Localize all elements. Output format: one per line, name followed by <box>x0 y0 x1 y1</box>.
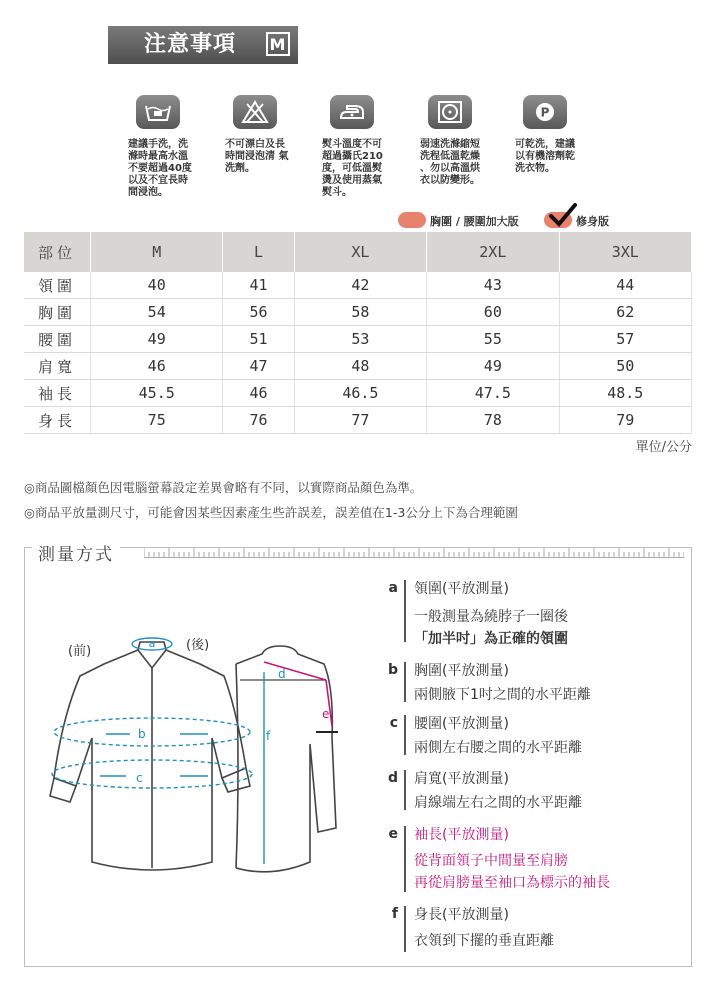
no-bleach-icon <box>233 95 277 129</box>
table-cell: 50 <box>559 353 691 380</box>
item-divider <box>404 770 406 810</box>
table-row <box>24 326 692 353</box>
care-badge: M <box>266 32 290 56</box>
back-shirt-drawing <box>236 646 336 872</box>
care-text-line: 洗劑。 <box>225 163 255 174</box>
size-table <box>24 232 692 434</box>
dry-clean-icon <box>523 95 567 129</box>
care-text-line: 滌時最高水溫 <box>128 151 188 162</box>
table-row <box>24 380 692 407</box>
table-cell: 79 <box>559 407 691 434</box>
table-cell: 48 <box>294 353 426 380</box>
table-cell: 48.5 <box>559 380 691 407</box>
table-cell: 42 <box>294 272 426 299</box>
care-text-line: 洗程低溫乾燥 <box>420 151 480 162</box>
table-cell: 57 <box>559 326 691 353</box>
item-line: 衣領到下擺的垂直距離 <box>414 933 554 949</box>
care-text-line: 洗衣物。 <box>515 163 555 174</box>
diagram-letter-f: f <box>266 729 271 743</box>
table-row-label: 領圍 <box>24 272 91 299</box>
care-text-line: 衣以防變形。 <box>420 175 480 186</box>
item-line: 「加半吋」為正確的領圍 <box>414 631 568 647</box>
table-cell: 75 <box>91 407 223 434</box>
diagram-letter-d: d <box>278 667 286 681</box>
table-header-cell: L <box>223 232 294 272</box>
table-cell: 49 <box>427 353 559 380</box>
care-title-text: 注意事項 <box>144 32 237 57</box>
table-cell: 54 <box>91 299 223 326</box>
care-text-line: 以及不宜長時 <box>128 175 188 186</box>
table-header-row <box>24 232 692 272</box>
care-text-line: 熨斗溫度不可 <box>322 139 382 150</box>
care-text-line: 熨斗。 <box>322 187 352 198</box>
table-cell: 40 <box>91 272 223 299</box>
item-divider <box>404 906 406 952</box>
table-header-cell: XL <box>294 232 426 272</box>
diagram-letter-e: e <box>322 707 330 721</box>
table-header-cell: M <box>91 232 223 272</box>
table-cell: 51 <box>223 326 294 353</box>
table-header-cell: 3XL <box>559 232 691 272</box>
table-row-label: 胸圍 <box>24 299 91 326</box>
care-text-line: 間浸泡。 <box>128 187 168 198</box>
item-title-waist: 腰圍(平放測量) <box>414 716 509 732</box>
care-title <box>108 26 298 64</box>
note-color: ◎商品圖檔顏色因電腦螢幕設定差異會略有不同，以實際商品顏色為準。 <box>24 480 423 495</box>
tumble-dry-icon <box>428 95 472 129</box>
note-tolerance: ◎商品平放量測尺寸，可能會因某些因素產生些許誤差，誤差值在1-3公分上下為合理範圍 <box>24 505 518 520</box>
care-item-hand-wash <box>128 95 233 199</box>
table-row-label: 身長 <box>24 407 91 434</box>
svg-text:P: P <box>540 105 550 120</box>
item-line: 兩側左右腰之間的水平距離 <box>414 740 582 756</box>
diagram-letter-b: b <box>138 727 146 741</box>
item-letter-b: b <box>387 662 398 678</box>
table-header-cell: 部位 <box>24 232 91 272</box>
item-title-chest: 胸圍(平放測量) <box>414 663 509 679</box>
item-title-neck: 領圍(平放測量) <box>414 581 509 597</box>
table-cell: 46.5 <box>294 380 426 407</box>
item-title-sleeve: 袖長(平放測量) <box>414 827 509 843</box>
care-text-line: 、勿以高溫烘 <box>420 163 480 174</box>
diagram-letter-a: a <box>148 637 156 650</box>
hand-wash-icon <box>136 95 180 129</box>
care-item-iron <box>322 95 427 199</box>
table-row <box>24 353 692 380</box>
ruler-decoration <box>144 548 684 558</box>
table-cell: 55 <box>427 326 559 353</box>
table-row <box>24 272 692 299</box>
item-divider <box>404 662 406 702</box>
measure-title: 測量方式 <box>32 540 120 565</box>
item-letter-a: a <box>388 580 398 596</box>
item-letter-e: e <box>388 826 398 842</box>
item-line: 一般測量為繞脖子一圈後 <box>414 609 568 625</box>
table-cell: 56 <box>223 299 294 326</box>
care-text-line: 不可漂白及長 <box>225 139 285 150</box>
checkmark-icon <box>548 202 578 232</box>
care-text-line: 可乾洗，建議 <box>515 139 575 150</box>
table-row-label: 腰圍 <box>24 326 91 353</box>
table-row-label: 肩寬 <box>24 353 91 380</box>
legend-swatch-loose <box>398 212 426 228</box>
item-title-shoulder: 肩寬(平放測量) <box>414 771 509 787</box>
table-cell: 41 <box>223 272 294 299</box>
table-cell: 44 <box>559 272 691 299</box>
legend-label-slim: 修身版 <box>576 215 609 228</box>
table-cell: 43 <box>427 272 559 299</box>
item-line: 肩線端左右之間的水平距離 <box>414 795 582 811</box>
unit-label: 單位/公分 <box>635 440 692 455</box>
table-cell: 45.5 <box>91 380 223 407</box>
care-text-line: 時間浸泡清 氣 <box>225 151 289 162</box>
table-cell: 60 <box>427 299 559 326</box>
table-cell: 78 <box>427 407 559 434</box>
care-text-line: 弱速洗滌縮短 <box>420 139 480 150</box>
table-cell: 47.5 <box>427 380 559 407</box>
table-row <box>24 407 692 434</box>
care-text-line: 超過攝氏210 <box>322 151 383 162</box>
table-header-cell: 2XL <box>427 232 559 272</box>
care-text-line: 不要超過40度 <box>128 163 192 174</box>
iron-icon <box>330 95 374 129</box>
table-cell: 76 <box>223 407 294 434</box>
table-cell: 46 <box>223 380 294 407</box>
table-row-label: 袖長 <box>24 380 91 407</box>
item-letter-f: f <box>391 906 398 922</box>
item-title-length: 身長(平放測量) <box>414 907 509 923</box>
item-divider <box>404 580 406 642</box>
table-cell: 53 <box>294 326 426 353</box>
item-line: 兩側腋下1吋之間的水平距離 <box>414 687 591 703</box>
care-text-line: 以有機溶劑乾 <box>515 151 575 162</box>
item-line: 從背面領子中間量至肩膀 <box>414 853 568 869</box>
table-row <box>24 299 692 326</box>
table-cell: 77 <box>294 407 426 434</box>
front-shirt-drawing <box>50 642 250 870</box>
item-line: 再從肩膀量至袖口為標示的袖長 <box>414 875 610 891</box>
item-divider <box>404 826 406 892</box>
table-cell: 49 <box>91 326 223 353</box>
shirt-diagram <box>40 628 360 898</box>
table-cell: 47 <box>223 353 294 380</box>
table-cell: 46 <box>91 353 223 380</box>
care-item-no-bleach <box>225 95 330 175</box>
care-item-tumble-dry <box>420 95 525 187</box>
care-text-line: 建議手洗，洗 <box>128 139 188 150</box>
item-letter-c: c <box>389 715 398 731</box>
table-cell: 62 <box>559 299 691 326</box>
item-letter-d: d <box>387 770 398 786</box>
diagram-letter-c: c <box>136 771 143 785</box>
care-text-line: 燙及使用蒸氣 <box>322 175 382 186</box>
item-divider <box>404 715 406 755</box>
back-label: (後) <box>186 638 210 653</box>
front-label: (前) <box>68 644 92 659</box>
care-item-dry-clean <box>515 95 620 175</box>
table-cell: 58 <box>294 299 426 326</box>
legend-label-loose: 胸圍 / 腰圍加大版 <box>430 215 519 228</box>
care-text-line: 度，可低溫熨 <box>322 163 382 174</box>
